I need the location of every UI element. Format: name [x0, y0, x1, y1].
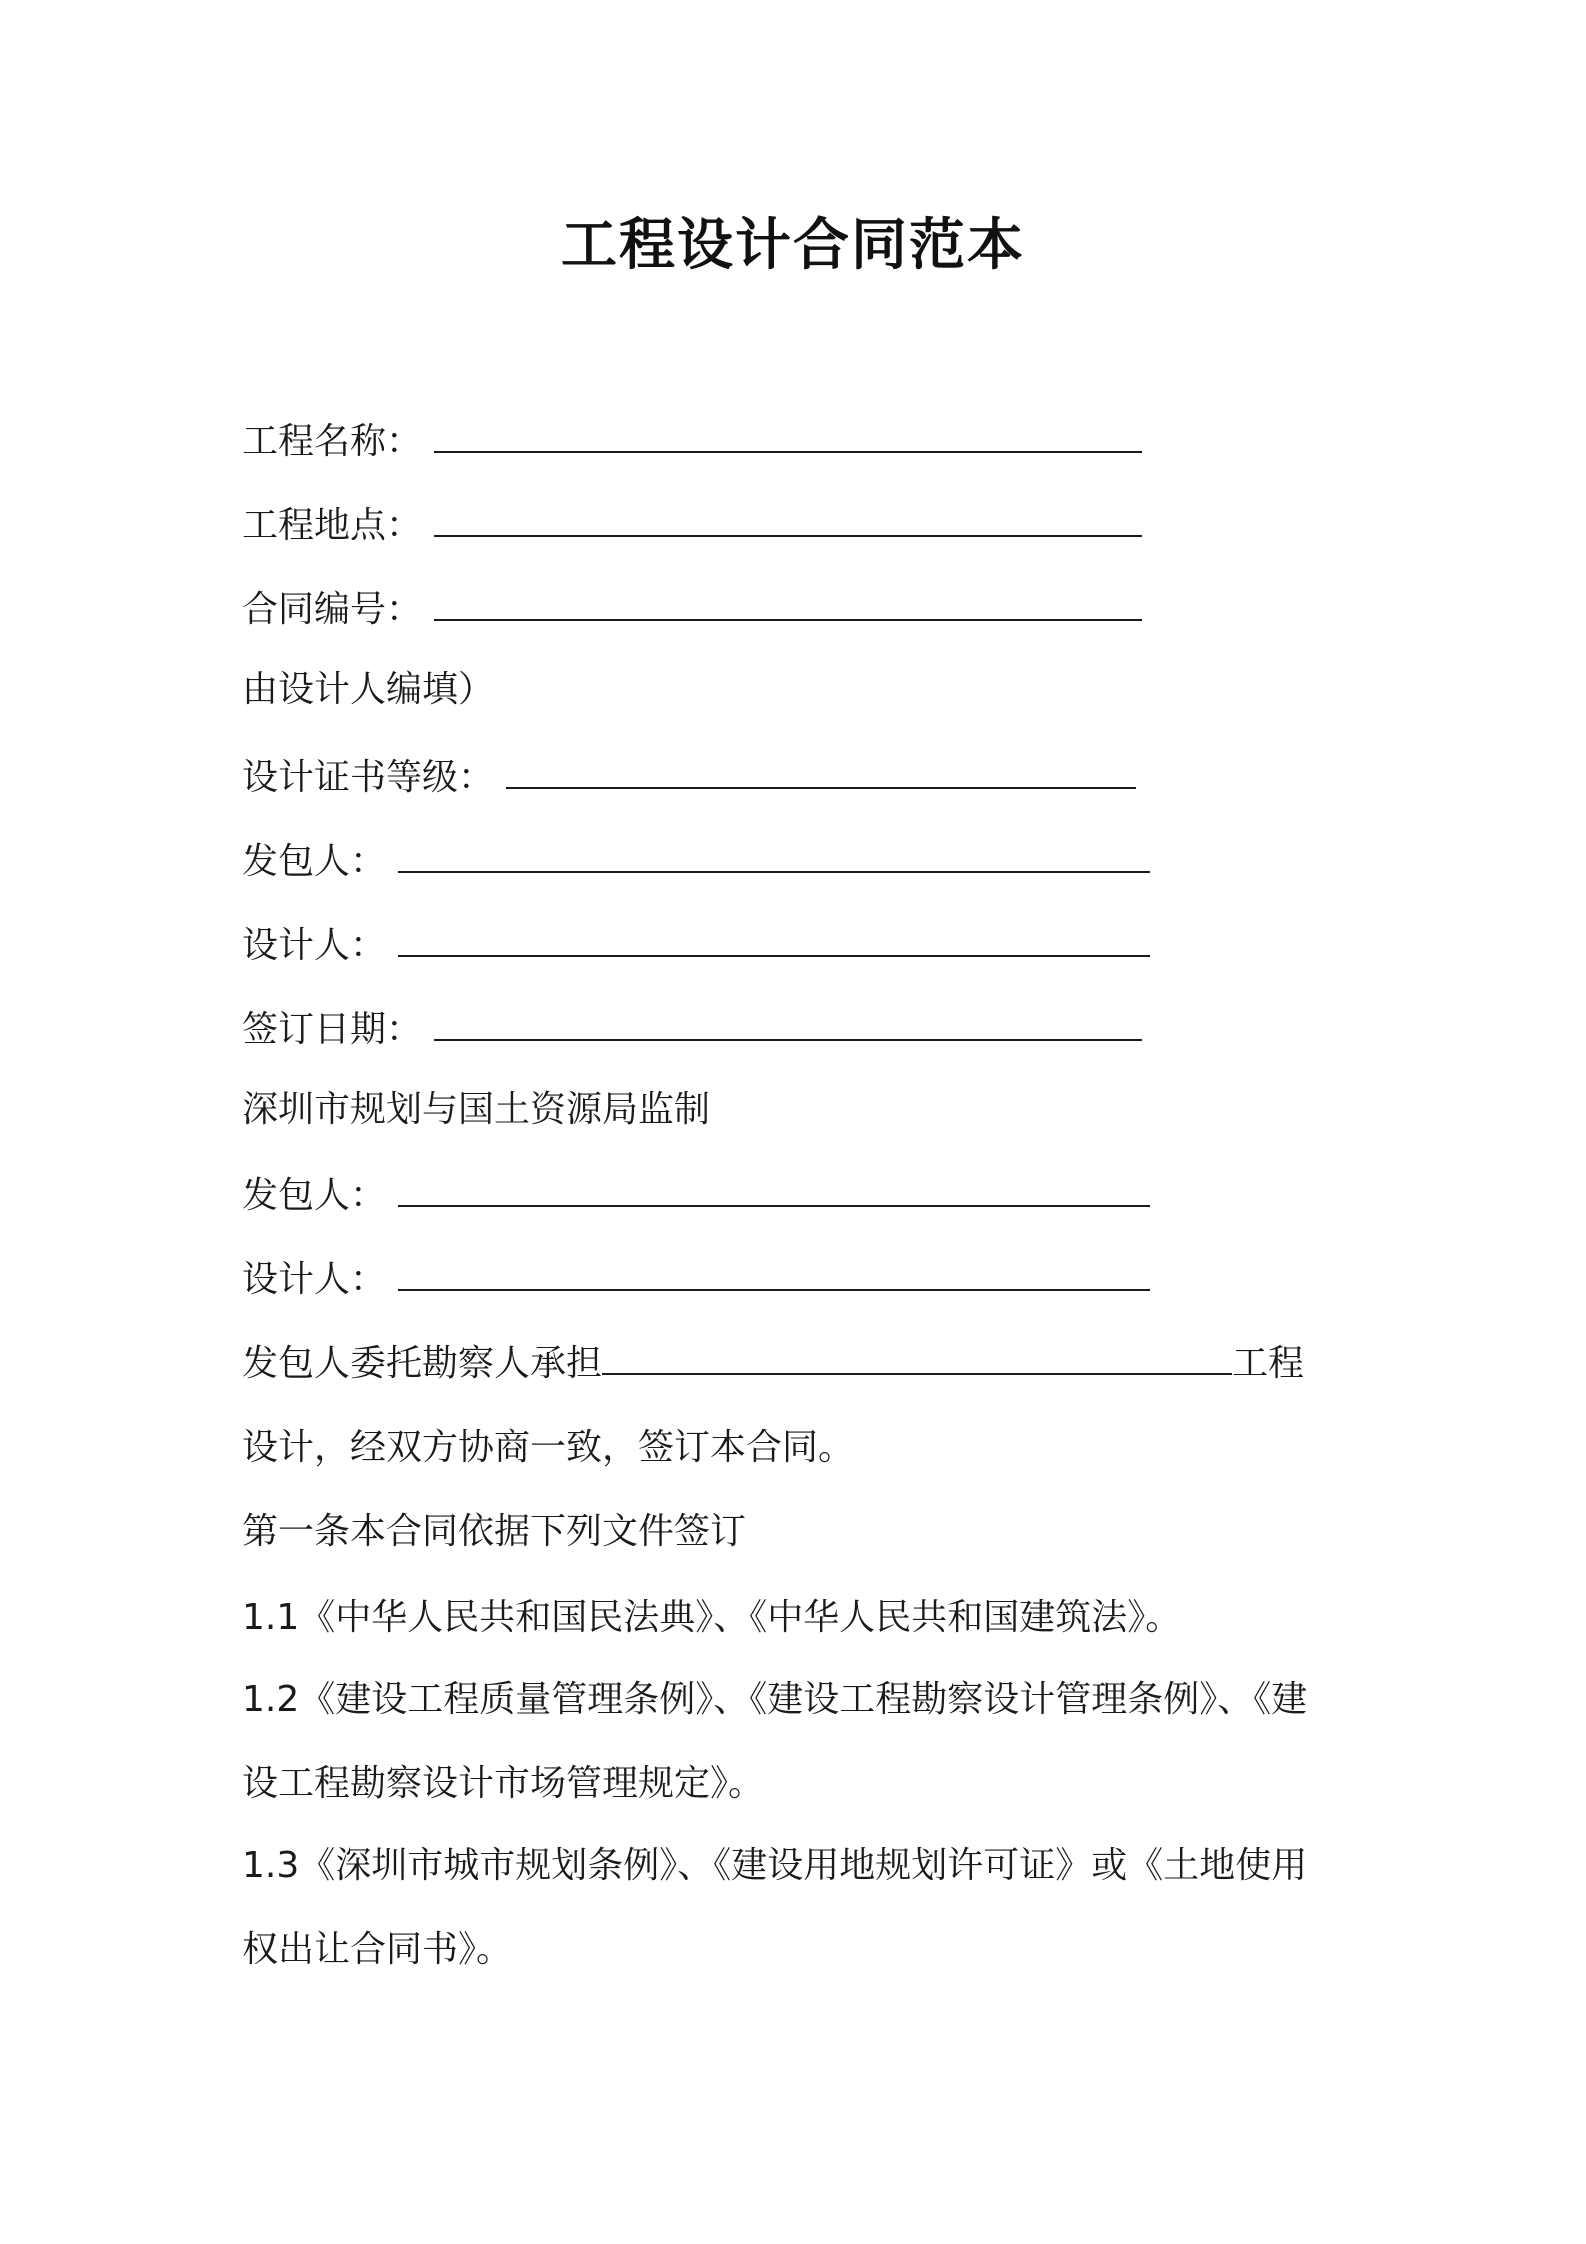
commission-line-2: 设计，经双方协商一致，签订本合同。 [242, 1427, 855, 1468]
field-design-certificate-grade [242, 750, 1136, 806]
blank-line [434, 1009, 1142, 1041]
field-project-location [242, 498, 1142, 554]
supervisor-line: 深圳市规划与国土资源局监制 [242, 1089, 711, 1130]
note-filled-by-designer: 由设计人编填） [242, 669, 495, 710]
field-label: 设计人： [242, 925, 387, 966]
commission-suffix: 工程 [1232, 1343, 1305, 1384]
field-label: 工程地点： [242, 505, 423, 546]
blank-line [398, 1259, 1150, 1291]
field-label: 合同编号： [242, 589, 423, 630]
party-designer [242, 1252, 1150, 1308]
field-label: 工程名称： [242, 421, 423, 462]
field-contract-number [242, 582, 1142, 638]
field-label: 发包人： [242, 841, 387, 882]
item-1-2-line-1: 1.2《建设工程质量管理条例》、《建设工程勘察设计管理条例》、《建 [242, 1679, 1308, 1720]
field-signing-date [242, 1002, 1142, 1058]
field-label: 签订日期： [242, 1009, 423, 1050]
blank-line [434, 505, 1142, 537]
blank-line [434, 421, 1142, 453]
item-1-3-line-2: 权出让合同书》。 [242, 1929, 513, 1970]
blank-line [398, 925, 1150, 957]
item-1-1: 1.1《中华人民共和国民法典》、《中华人民共和国建筑法》。 [242, 1597, 1182, 1638]
party-employer [242, 1168, 1150, 1224]
blank-line [398, 1175, 1150, 1207]
field-designer [242, 918, 1150, 974]
article-1-title: 第一条本合同依据下列文件签订 [242, 1511, 747, 1552]
field-label: 设计人： [242, 1259, 387, 1300]
commission-sentence [242, 1336, 1304, 1392]
field-label: 设计证书等级： [242, 757, 495, 798]
blank-line [506, 757, 1136, 789]
blank-line [602, 1343, 1232, 1375]
field-employer [242, 834, 1150, 890]
blank-line [398, 841, 1150, 873]
field-project-name [242, 414, 1142, 470]
blank-line [434, 589, 1142, 621]
item-1-3-line-1: 1.3《深圳市城市规划条例》、《建设用地规划许可证》或《土地使用 [242, 1845, 1308, 1886]
item-1-2-line-2: 设工程勘察设计市场管理规定》。 [242, 1763, 765, 1804]
commission-prefix: 发包人委托勘察人承担 [242, 1343, 603, 1384]
field-label: 发包人： [242, 1175, 387, 1216]
document-title: 工程设计合同范本 [561, 213, 1025, 278]
